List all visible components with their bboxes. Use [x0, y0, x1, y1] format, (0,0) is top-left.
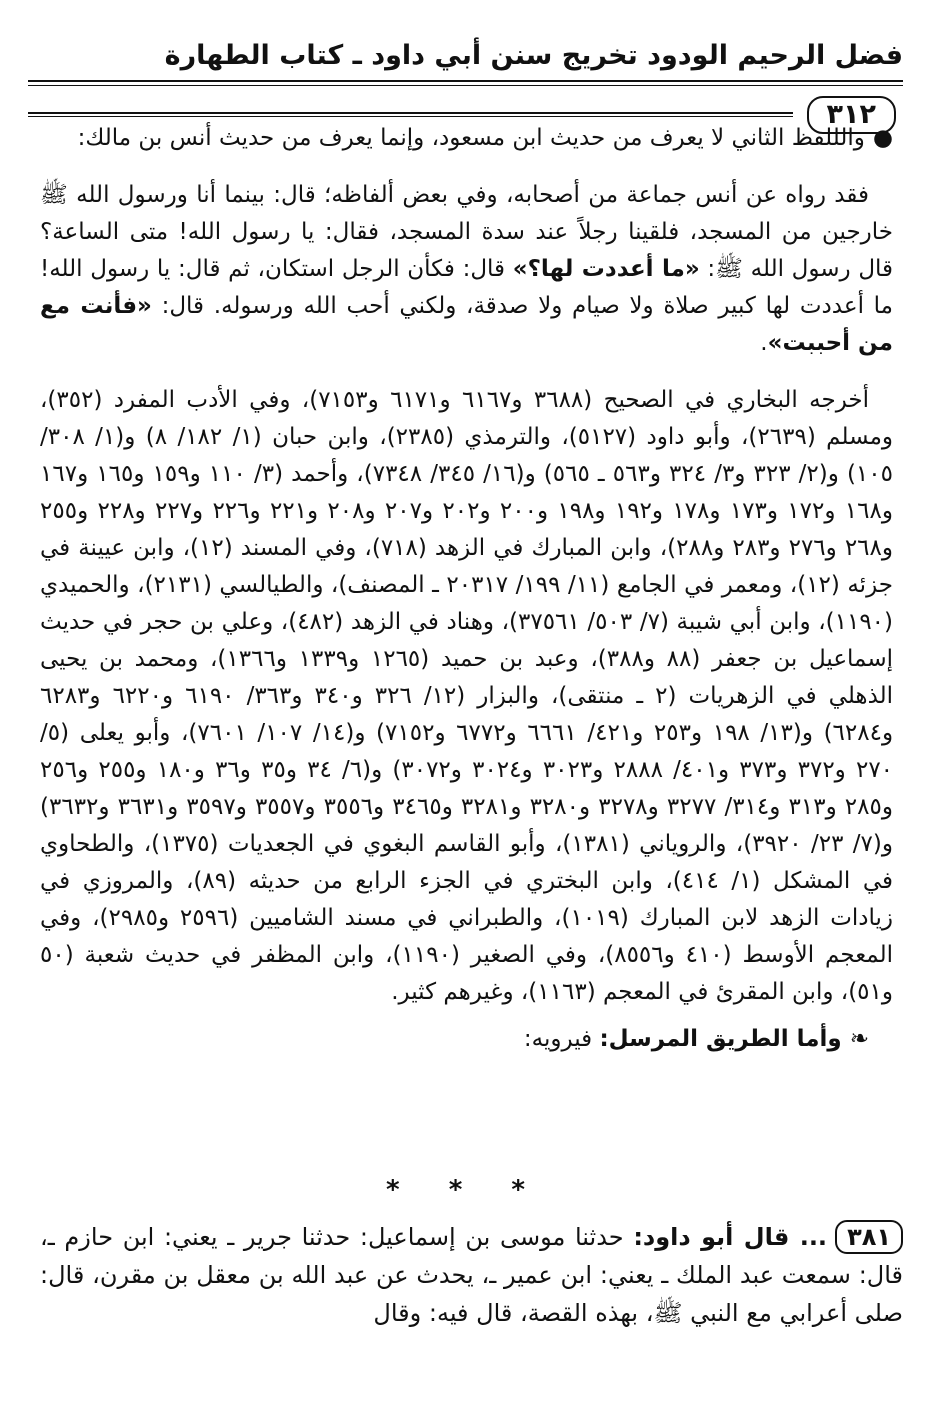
header-rule-thin: [28, 85, 903, 86]
page-body: [40, 120, 893, 1058]
page-number-rule-thin: [28, 116, 793, 117]
intro-text: والللفظ الثاني لا يعرف من حديث ابن مسعود، وإنما يعرف من حديث أنس بن مالك:: [77, 125, 865, 151]
header-rule: [28, 80, 903, 82]
mursal-label: وأما الطريق المرسل:: [599, 1026, 842, 1052]
running-title: فضل الرحيم الودود تخريج سنن أبي داود ـ كتاب الطهارة: [164, 40, 903, 71]
prophet-question: «ما أعددت لها؟»: [512, 256, 700, 282]
page-header: [28, 36, 903, 130]
intro-paragraph: [40, 120, 893, 157]
narration-paragraph: فقد رواه عن أنس جماعة من أصحابه، وفي بعض ألفاظه؛ قال: بينما أنا ورسول الله ﷺ خارجين من المسجد، فلقينا رجلاً عند سدة المسجد، فقال: يا رسول الله! متى الساعة؟ قال رسول الله ﷺ: «ما أعددت لها؟» قال: فكأن الرجل استكان، ثم قال: يا رسول الله! ما أعددت لها كبير صلاة ولا صيام ولا صدقة، ولكني أحب الله ورسوله. قال: «فأنت مع من أحببت».: [40, 182, 894, 356]
page-number: ٣١٢: [807, 96, 896, 134]
bullet-icon: ●: [864, 125, 893, 151]
hadith-lead: ... قال أبو داود:: [633, 1223, 828, 1251]
takhrij-paragraph: أخرجه البخاري في الصحيح (٣٦٨٨ و٦١٦٧ و٦١٧١ و٧١٥٣)، وفي الأدب المفرد (٣٥٢)، ومسلم (٢٦٣٩)، وأبو داود (٥١٢٧)، والترمذي (٢٣٨٥)، وابن حبان (١/ ١٨٢/ ٨) و(١/ ٣٠٨/ ١٠٥) و(٢/ ٣٢٣ و٣/ ٣٢٤ و٥٦٣ ـ ٥٦٥) و(١٦/ ٣٤٥/ ٧٣٤٨)، وأحمد (٣/ ١١٠ و١٥٩ و١٦٥ و١٦٧ و١٦٨ و١٧٢ و١٧٣ و١٧٨ و١٩٢ و١٩٨ و٢٠٠ و٢٠٢ و٢٠٧ و٢٠٨ و٢٢١ و٢٢٦ و٢٢٧ و٢٢٨ و٢٥٥ و٢٦٨ و٢٧٦ و٢٨٣ و٢٨٨)، وابن المبارك في الزهد (٧١٨)، وفي المسند (١٢)، وابن عيينة في جزئه (١٢)، ومعمر في الجامع (١١/ ١٩٩/ ٢٠٣١٧ ـ المصنف)، والطيالسي (٢١٣١)، والحميدي (١١٩٠)، وابن أبي شيبة (٧/ ٥٠٣/ ٣٧٥٦١)، وهناد في الزهد (٤٨٢)، وعلي بن حجر في حديث إسماعيل بن جعفر (٨٨ و٣٨٨)، وعبد بن حميد (١٢٦٥ و١٣٣٩ و١٣٦٦)، ومحمد بن يحيى الذهلي في الزهريات (٢ ـ منتقى)، والبزار (١٢/ ٣٢٦ و٣٤٠ و٣٦٣/ ٦١٩٠ و٦٢٢٠ و٦٢٨٣ و٦٢٨٤) و(١٣/ ١٩٨ و٢٥٣ و٤٢١/ ٦٦٦١ و٦٧٧٢ و٧١٥٢) و(١٤/ ١٠٧/ ٧٦٠١)، وأبو يعلى (٥/ ٢٧٠ و٣٧٢ و٣٧٣ و٤٠١/ ٢٨٨٨ و٣٠٢٣ و٣٠٢٤ و٣٠٧٢) و(٦/ ٣٤ و٣٥ و٣٦ و١٨٠ و٢٥٥ و٢٥٦ و٢٨٥ و٣١٣ و٣١٤/ ٣٢٧٧ و٣٢٧٨ و٣٢٨٠ و٣٢٨١ و٣٤٦٥ و٣٥٥٦ و٣٥٥٧ و٣٥٩٧ و٣٦٣١ و٣٦٣٢) و(٧/ ٢٣/ ٣٩٢٠)، والروياني (١٣٨١)، وأبو القاسم البغوي في الجعديات (١٣٧٥)، والطحاوي في المشكل (١/ ٤١٤)، وابن البختري في الجزء الرابع من حديثه (٨٩)، والمروزي في زيادات الزهد لابن المبارك (١٠١٩)، والطبراني في مسند الشاميين (٢٥٩٦ و٢٩٨٥)، وفي المعجم الأوسط (٤١٠ و٨٥٥٦)، وفي الصغير (١١٩٠)، وابن المظفر في حديث شعبة (٥٠ و٥١)، وابن المقرئ في المعجم (١١٦٣)، وغيرهم كثير.: [40, 387, 894, 1005]
mursal-text: فيرويه:: [523, 1026, 593, 1052]
page-number-rule: [28, 112, 793, 114]
narration-part-2: قال: فكأن الرجل استكان، ثم قال: يا رسول الله! ما أعددت لها كبير صلاة ولا صيام ولا صدقة، ولكني أحب الله ورسوله. قال:: [40, 256, 893, 319]
section-separator: * * *: [386, 1175, 545, 1205]
narration-part-1: فقد رواه عن أنس جماعة من أصحابه، وفي بعض ألفاظه؛ قال: بينما أنا ورسول الله ﷺ خارجين من المسجد، فلقينا رجلاً عند سدة المسجد، فقال: يا رسول الله! متى الساعة؟ قال رسول الله ﷺ:: [40, 182, 894, 282]
prophet-answer: «فأنت مع من أحببت»: [40, 293, 893, 356]
hadith-text: حدثنا موسى بن إسماعيل: حدثنا جرير ـ يعني: ابن حازم ـ، قال: سمعت عبد الملك ـ يعني: ابن عمير ـ، يحدث عن عبد الله بن معقل بن مقرن، قال: صلى أعرابي مع النبي ﷺ، بهذه القصة، قال فيه: وقال: [40, 1223, 903, 1327]
hadith-entry: [40, 1218, 903, 1332]
mursal-paragraph: [40, 1021, 893, 1058]
leaf-bullet-icon: ❧: [841, 1026, 869, 1052]
hadith-number: ٣٨١: [835, 1220, 903, 1254]
